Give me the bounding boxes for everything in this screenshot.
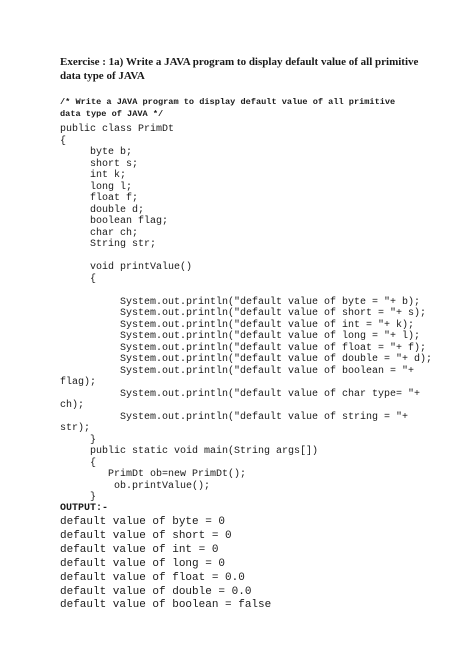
exercise-heading: Exercise : 1a) Write a JAVA program to display default value of all primitive data type of JAVA — [60, 56, 419, 82]
java-source-code: public class PrimDt { byte b; short s; int k; long l; float f; double d; boolean flag; char ch; String str; void printValue() { System.out.println("default value of byte = "+ b); System.out.println("default value of short = "+ s); System.out.println("default value of int = "+ k); System.out.println("default value of long = "+ l); System.out.println("default value of float = "+ f); System.out.println("default value of double = "+ d); System.out.println("default value of boolean = "+ flag); System.out.println("default value of char type= "+ ch); System.out.println("default value of string = "+ str); } public static void main(String args[]) { PrimDt ob=new PrimDt(); ob.printValue(); } — [60, 124, 433, 503]
program-output: default value of byte = 0 default value of short = 0 default value of int = 0 default value of long = 0 default value of float = 0.0 default value of double = 0.0 default value of boolean = false — [60, 516, 272, 612]
output-label: OUTPUT:- — [60, 503, 109, 514]
code-comment: /* Write a JAVA program to display default value of all primitive data type of JAVA */ — [60, 97, 396, 119]
